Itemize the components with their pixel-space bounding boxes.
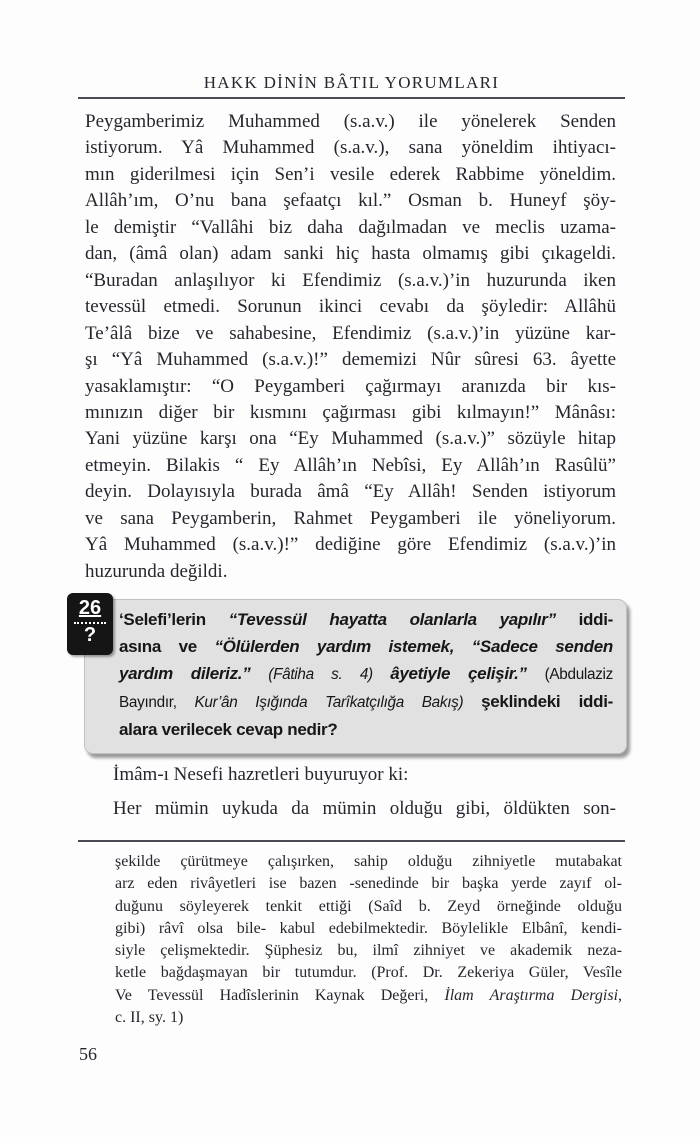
text-segment: le demiştir “Vallâhi biz daha dağılmadan ve meclis uzama- bbox=[85, 216, 616, 238]
text-line bbox=[85, 241, 616, 267]
page-header-title: HAKK DİNİN BÂTIL YORUMLARI bbox=[203, 73, 500, 92]
text-segment: şekilde çürütmeye çalışırken, sahip olduğu zihniyetle mutabakat bbox=[115, 853, 622, 870]
text-segment: asına ve bbox=[119, 637, 215, 656]
text-line bbox=[85, 188, 616, 214]
text-segment: âyetiyle çelişir.” bbox=[390, 664, 545, 683]
text-line bbox=[85, 532, 616, 558]
text-segment: ve sana Peygamberin, Rahmet Peygamberi ile yöneliyorum. bbox=[85, 507, 616, 529]
text-line bbox=[85, 453, 616, 479]
text-line bbox=[85, 135, 616, 161]
text-line bbox=[85, 506, 616, 532]
text-segment: Te’âlâ bize ve sahabesine, Efendimiz (s.a.v.)’in yüzüne kar- bbox=[85, 322, 616, 344]
text-line bbox=[85, 268, 616, 294]
text-line bbox=[115, 985, 622, 1007]
text-segment: Bayındır, bbox=[119, 694, 195, 711]
text-segment: mın giderilmesi için Sen’i vesile ederek Rabbime yöneldim. bbox=[85, 163, 616, 185]
text-segment: Kur’ân Işığında Tarîkatçılığa Bakış) bbox=[194, 694, 482, 711]
text-line bbox=[115, 1007, 622, 1029]
page-number: 56 bbox=[79, 1044, 97, 1064]
text-segment: Her mümin uykuda da mümin olduğu gibi, öldükten son- bbox=[113, 798, 616, 820]
question-mark-icon: ? bbox=[83, 624, 97, 646]
question-box bbox=[78, 597, 627, 754]
text-line bbox=[119, 633, 613, 660]
text-segment: Allâh’ım, O’nu bana şefaatçı kıl.” Osman b. Huneyf şöy- bbox=[85, 190, 616, 212]
text-line bbox=[85, 374, 616, 400]
text-line bbox=[85, 162, 616, 188]
text-line bbox=[115, 940, 622, 962]
text-line bbox=[115, 962, 622, 984]
text-segment: “Tevessül hayatta olanlarla yapılır” bbox=[228, 610, 579, 629]
text-line bbox=[85, 796, 616, 822]
text-segment: duğunu söyleyerek tenkit ettiği (Saîd b. Zeyd örneğinde olduğu bbox=[115, 897, 622, 915]
text-line bbox=[85, 347, 616, 373]
text-line bbox=[85, 559, 616, 585]
text-segment: Yâ Muhammed (s.a.v.)!” dediğine göre Efendimiz (s.a.v.)’in bbox=[85, 534, 616, 556]
text-segment: ketle bağdaşmayan bir tutumdur. (Prof. Dr. Zekeriya Güler, Vesîle bbox=[115, 964, 622, 982]
text-segment: tevessül etmedi. Sorunun ikinci cevabı da şöyledir: Allâhü bbox=[85, 296, 616, 318]
question-number-badge bbox=[67, 593, 113, 655]
text-segment: “Buradan anlaşılıyor ki Efendimiz (s.a.v.)’in huzurunda iken bbox=[85, 269, 616, 291]
text-segment: Ve Tevessül Hadîslerinin Kaynak Değeri, bbox=[115, 986, 445, 1004]
footnote-rule bbox=[78, 840, 625, 842]
text-line bbox=[85, 426, 616, 452]
text-segment: deyin. Dolayısıyla burada âmâ “Ey Allâh! Senden istiyorum bbox=[85, 481, 616, 503]
main-paragraph bbox=[85, 109, 616, 585]
text-line bbox=[119, 688, 613, 716]
text-segment: , bbox=[618, 986, 623, 1004]
text-line bbox=[85, 294, 616, 320]
text-segment: gibi) râvî olsa bile- kabul edebilmektedir. Böylelikle Elbânî, kendi- bbox=[115, 919, 622, 937]
text-segment: Peygamberimiz Muhammed (s.a.v.) ile yönelerek Senden bbox=[85, 111, 616, 132]
text-line bbox=[85, 215, 616, 241]
text-segment: arz eden rivâyetleri ise bazen -senedinde bir başka yerde zayıf ol- bbox=[115, 875, 622, 893]
text-line bbox=[115, 851, 622, 873]
text-segment: dan, (âmâ olan) adam sanki hiç hasta olmamış gibi çıkageldi. bbox=[85, 243, 616, 265]
text-segment: şeklindeki iddi- bbox=[481, 692, 613, 711]
answer-intro-paragraphs bbox=[85, 762, 616, 823]
text-line bbox=[119, 716, 613, 743]
text-segment: (Fâtiha s. 4) bbox=[268, 666, 391, 683]
text-segment: c. II, sy. 1) bbox=[115, 1009, 184, 1027]
text-segment: iddi- bbox=[578, 610, 614, 629]
text-line bbox=[85, 109, 616, 135]
text-line bbox=[115, 873, 622, 895]
footnote-text bbox=[115, 851, 622, 1029]
text-segment: şı “Yâ Muhammed (s.a.v.)!” dememizi Nûr sûresi 63. âyette bbox=[85, 349, 616, 371]
question-number: 26 bbox=[78, 597, 102, 619]
text-line bbox=[115, 918, 622, 940]
text-segment: ‘Selefi’lerin bbox=[119, 610, 229, 629]
text-segment: İlam Araştırma Dergisi bbox=[444, 986, 619, 1004]
text-line bbox=[119, 606, 613, 633]
header-rule bbox=[78, 97, 625, 99]
text-line bbox=[115, 896, 622, 918]
text-segment: alara verilecek cevap nedir? bbox=[119, 720, 338, 739]
text-segment: “Ölülerden yardım istemek, “Sadece senden bbox=[214, 637, 613, 656]
text-segment: etmeyin. Bilakis “ Ey Allâh’ın Nebîsi, Ey Allâh’ın Rasûlü” bbox=[85, 454, 616, 476]
text-segment: huzurunda değildi. bbox=[85, 560, 228, 582]
text-line bbox=[85, 479, 616, 505]
question-text bbox=[119, 606, 613, 743]
text-segment: istiyorum. Yâ Muhammed (s.a.v.), sana yöneldim ihtiyacı- bbox=[85, 137, 616, 159]
text-line bbox=[85, 321, 616, 347]
text-segment: İmâm-ı Nesefi hazretleri buyuruyor ki: bbox=[113, 764, 409, 785]
text-segment: Yani yüzüne karşı ona “Ey Muhammed (s.a.v.)” sözüyle hitap bbox=[85, 428, 616, 450]
text-segment: mınızın diğer bir kısmını çağırması gibi kılmayın!” Mânâsı: bbox=[85, 401, 616, 423]
text-segment: siyle çelişmektedir. Şüphesiz bu, ilmî zihniyet ve akademik neza- bbox=[115, 942, 622, 960]
text-line bbox=[85, 400, 616, 426]
text-line bbox=[119, 660, 613, 688]
text-segment: (Abdulaziz bbox=[544, 666, 613, 683]
text-line bbox=[85, 762, 616, 788]
text-segment: yardım dileriz.” bbox=[119, 664, 269, 683]
text-segment: yasaklamıştır: “O Peygamberi çağırmayı aranızda bir kıs- bbox=[85, 375, 616, 397]
